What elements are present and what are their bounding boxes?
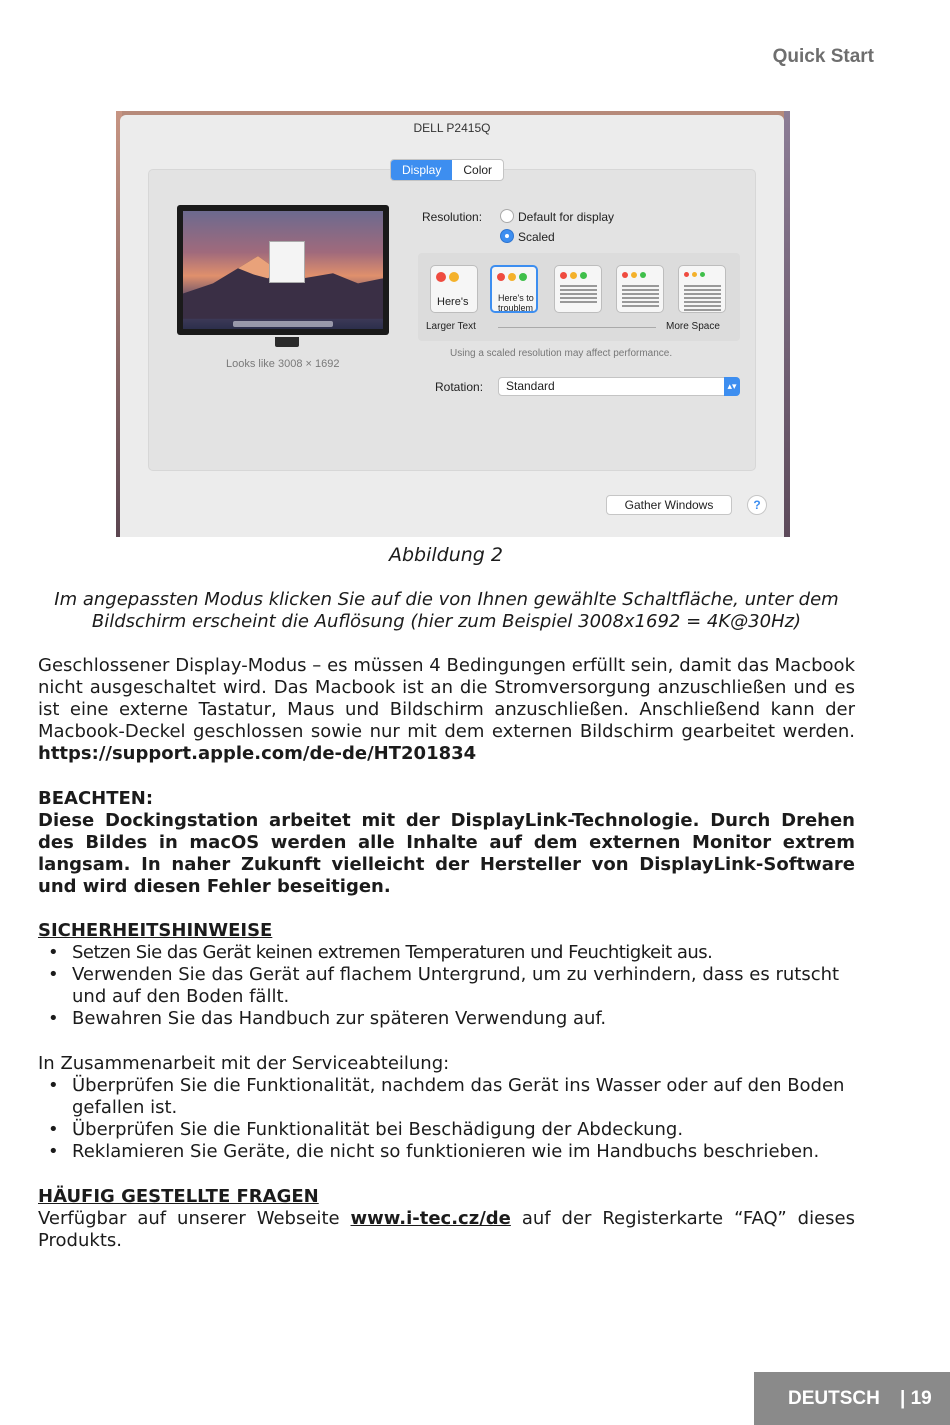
faq-heading: HÄUFIG GESTELLTE FRAGEN: [38, 1186, 319, 1207]
tab-display[interactable]: Display: [391, 160, 452, 180]
monitor-stand: [275, 337, 299, 347]
scale-slider-line: [498, 327, 656, 328]
radio-default-label: Default for display: [518, 210, 615, 224]
chevron-up-down-icon: ▴▾: [724, 377, 740, 396]
tab-bar: [390, 159, 504, 181]
settings-window: [120, 115, 784, 537]
closed-display-mode-paragraph: [38, 655, 855, 765]
note-heading: BEACHTEN:: [38, 788, 154, 809]
scale-option-4[interactable]: [616, 265, 664, 313]
intro-text: Im angepassten Modus klicken Sie auf die von Ihnen gewählte Schaltfläche, unter dem Bildschirm erscheint die Auflösung (hier zum Beispiel 3008x1692 = 4K@30Hz): [54, 589, 839, 632]
gather-windows-button[interactable]: Gather Windows: [606, 495, 732, 515]
tab-color[interactable]: Color: [463, 163, 493, 177]
larger-text-label: Larger Text: [426, 321, 476, 332]
scale-option-sample-text-2: Here's to troublem: [498, 293, 534, 313]
page-number: | 19: [900, 1388, 932, 1409]
help-icon[interactable]: ?: [747, 495, 767, 515]
page-header-title: Quick Start: [772, 46, 874, 67]
faq-prefix: Verfügbar auf unserer Webseite: [38, 1208, 340, 1229]
rotation-select[interactable]: [498, 377, 740, 396]
scale-option-more-space[interactable]: [678, 265, 726, 313]
radio-scaled-label: Scaled: [518, 230, 555, 244]
figure-caption: Abbildung 2: [388, 544, 503, 566]
list-item: • Überprüfen Sie die Funktionalität, nachdem das Gerät ins Wasser oder auf den Boden gefallen ist.: [38, 1075, 855, 1119]
scale-option-selected[interactable]: [490, 265, 538, 313]
service-intro: In Zusammenarbeit mit der Serviceabteilung:: [38, 1053, 450, 1074]
radio-default-for-display[interactable]: [500, 209, 514, 223]
looks-like-resolution: Looks like 3008 × 1692: [226, 358, 340, 370]
rotation-value: Standard: [506, 379, 555, 393]
apple-support-link[interactable]: https://support.apple.com/de-de/HT201834: [38, 743, 477, 764]
scale-option-sample-text: Here's: [437, 296, 469, 308]
list-item: • Verwenden Sie das Gerät auf flachem Untergrund, um zu verhindern, dass es rutscht und auf den Boden fällt.: [38, 964, 855, 1008]
window-title: DELL P2415Q: [413, 121, 491, 135]
faq-suffix: auf der Registerkarte “FAQ” dieses Produkts.: [38, 1208, 855, 1251]
rotation-label: Rotation:: [435, 380, 484, 394]
closed-mode-text: Geschlossener Display-Modus – es müssen 4 Bedingungen erfüllt sein, damit das Macbook nicht ausgeschaltet wird. Das Macbook ist an die Stromversorgung anzuschließen und es ist eine externe Tastatur, Maus und Bildschirm anzuschließen. Anschließend kann der Macbook-Deckel geschlossen sowie nur mit dem externen Bildschirm gearbeitet werden.: [38, 655, 855, 742]
wallpaper-edge-right: [784, 111, 790, 537]
scale-option-larger-text[interactable]: [430, 265, 478, 313]
list-item: • Überprüfen Sie die Funktionalität bei Beschädigung der Abdeckung.: [38, 1119, 855, 1141]
scale-options: [418, 253, 740, 341]
list-item: • Setzen Sie das Gerät keinen extremen Temperaturen und Feuchtigkeit aus.: [38, 942, 855, 964]
list-item: • Reklamieren Sie Geräte, die nicht so funktionieren wie im Handbuchs beschrieben.: [38, 1141, 855, 1163]
footer-language: DEUTSCH: [788, 1388, 880, 1409]
safety-list: [38, 942, 855, 1030]
mini-dock: [233, 321, 333, 327]
resolution-label: Resolution:: [422, 210, 483, 224]
more-space-label: More Space: [666, 321, 720, 332]
mini-window: [269, 241, 305, 283]
page-footer: [754, 1372, 950, 1425]
safety-heading: SICHERHEITSHINWEISE: [38, 920, 273, 941]
scale-option-3[interactable]: [554, 265, 602, 313]
list-item: • Bewahren Sie das Handbuch zur späteren Verwendung auf.: [38, 1008, 855, 1030]
radio-scaled[interactable]: [500, 229, 514, 243]
note-text: Diese Dockingstation arbeitet mit der DisplayLink-Technologie. Durch Drehen des Bildes in macOS werden alle Inhalte auf dem externen Monitor extrem langsam. In naher Zukunft vielleicht der Hersteller von DisplayLink-Software und wird diesen Fehler beseitigen.: [38, 810, 855, 897]
faq-paragraph: [38, 1208, 855, 1252]
monitor-wallpaper: [183, 211, 383, 329]
scale-performance-note: Using a scaled resolution may affect performance.: [450, 348, 673, 359]
display-settings-screenshot: [116, 111, 790, 537]
service-list: [38, 1075, 855, 1163]
monitor-preview: [177, 205, 389, 335]
i-tec-website-link[interactable]: www.i-tec.cz/de: [350, 1208, 511, 1229]
